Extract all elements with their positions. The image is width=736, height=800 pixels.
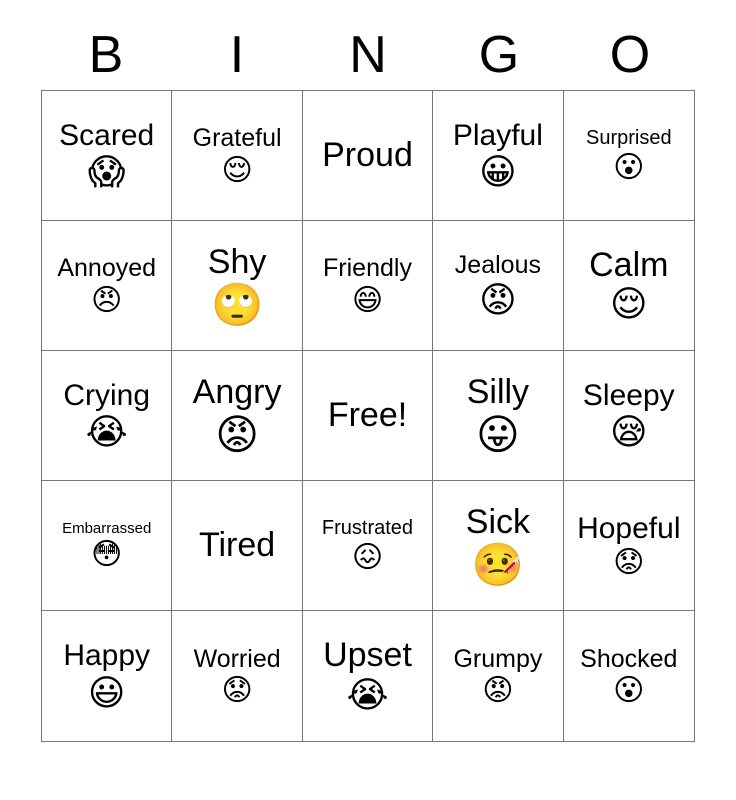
- bingo-cell[interactable]: [433, 611, 563, 741]
- emoji-icon: 🤒: [471, 540, 525, 590]
- emoji-icon: 😟: [221, 673, 253, 709]
- bingo-letter-o: O: [609, 26, 651, 84]
- bingo-cell[interactable]: [564, 611, 694, 741]
- bingo-cell-label: Proud: [322, 135, 413, 174]
- bingo-cell[interactable]: [564, 91, 694, 221]
- bingo-cell-label: Crying: [63, 378, 151, 412]
- bingo-cell-label: Angry: [192, 372, 282, 411]
- bingo-cell[interactable]: [303, 481, 433, 611]
- emoji-icon: 😌: [610, 284, 648, 326]
- bingo-letter-n: N: [349, 26, 387, 84]
- bingo-letter-i: I: [229, 26, 245, 84]
- bingo-cell[interactable]: [42, 481, 172, 611]
- bingo-letter-b: B: [88, 26, 124, 84]
- bingo-cell-label: Upset: [323, 636, 412, 675]
- bingo-cell[interactable]: [433, 351, 563, 481]
- bingo-cell-label: Tired: [198, 525, 276, 564]
- bingo-grid: [41, 90, 695, 742]
- emoji-icon: 😱: [87, 152, 126, 194]
- bingo-cell-label: Grateful: [192, 124, 282, 153]
- bingo-cell[interactable]: [564, 221, 694, 351]
- bingo-cell-label: Jealous: [454, 251, 541, 280]
- bingo-cell[interactable]: [303, 611, 433, 741]
- bingo-cell-label: Friendly: [323, 254, 412, 283]
- bingo-cell-label: Free!: [327, 395, 408, 434]
- emoji-icon: 😛: [475, 410, 520, 460]
- emoji-icon: 😪: [610, 412, 648, 454]
- bingo-cell[interactable]: [433, 91, 563, 221]
- bingo-cell-label: Surprised: [585, 127, 672, 149]
- emoji-icon: 😡: [479, 279, 517, 321]
- bingo-cell[interactable]: [303, 351, 433, 481]
- bingo-cell[interactable]: [172, 611, 302, 741]
- emoji-icon: 😟: [613, 545, 645, 581]
- bingo-cell-label: Frustrated: [321, 517, 414, 539]
- emoji-icon: 😀: [479, 152, 517, 194]
- emoji-icon: 😡: [215, 410, 259, 460]
- bingo-cell[interactable]: [433, 221, 563, 351]
- bingo-title-row: [41, 26, 695, 84]
- bingo-letter-g: G: [478, 26, 520, 84]
- bingo-cell-label: Shocked: [580, 644, 678, 673]
- bingo-cell-label: Shy: [207, 242, 267, 281]
- bingo-cell-label: Calm: [589, 245, 669, 284]
- bingo-cell-label: Hopeful: [577, 511, 681, 545]
- emoji-icon: 😄: [351, 282, 384, 318]
- emoji-icon: 😭: [346, 674, 389, 716]
- emoji-icon: 🙄: [210, 280, 264, 330]
- bingo-cell[interactable]: [172, 91, 302, 221]
- bingo-cell[interactable]: [42, 351, 172, 481]
- bingo-cell-label: Silly: [466, 372, 530, 411]
- bingo-cell[interactable]: [433, 481, 563, 611]
- bingo-cell[interactable]: [42, 91, 172, 221]
- bingo-cell[interactable]: [42, 221, 172, 351]
- emoji-icon: 😮: [613, 673, 645, 709]
- bingo-cell-label: Grumpy: [453, 644, 543, 673]
- bingo-cell[interactable]: [564, 481, 694, 611]
- bingo-cell[interactable]: [172, 351, 302, 481]
- bingo-cell[interactable]: [303, 91, 433, 221]
- emoji-icon: 😖: [351, 540, 384, 575]
- emoji-icon: 😌: [221, 152, 253, 188]
- bingo-cell-label: Annoyed: [57, 254, 157, 283]
- bingo-cell[interactable]: [172, 481, 302, 611]
- bingo-cell-label: Sick: [465, 502, 530, 541]
- bingo-cell[interactable]: [42, 611, 172, 741]
- emoji-icon: 😳: [91, 537, 123, 573]
- bingo-cell[interactable]: [303, 221, 433, 351]
- emoji-icon: 😠: [91, 282, 123, 318]
- bingo-cell[interactable]: [564, 351, 694, 481]
- emoji-icon: 😭: [85, 412, 128, 454]
- bingo-cell-label: Happy: [63, 639, 151, 673]
- bingo-cell-label: Embarrassed: [62, 519, 152, 537]
- emoji-icon: 😡: [482, 673, 514, 709]
- bingo-cell-label: Worried: [193, 644, 281, 673]
- emoji-icon: 😮: [613, 150, 645, 185]
- bingo-cell-label: Scared: [59, 118, 155, 152]
- bingo-cell-label: Playful: [452, 118, 543, 152]
- emoji-icon: 😃: [87, 672, 126, 714]
- bingo-cell[interactable]: [172, 221, 302, 351]
- bingo-cell-label: Sleepy: [582, 378, 675, 412]
